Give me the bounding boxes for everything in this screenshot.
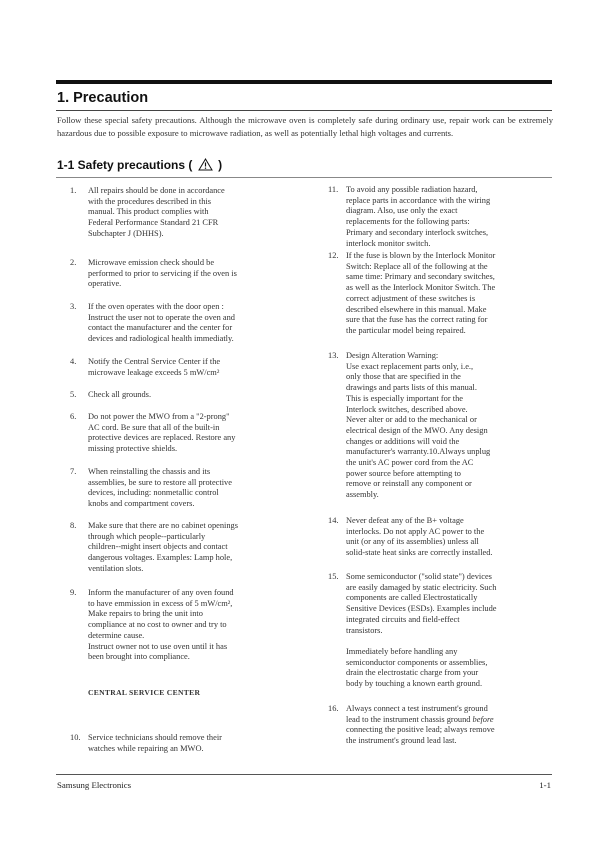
subsection-divider <box>56 177 552 178</box>
item-number: 5. <box>70 390 77 399</box>
item-text <box>346 704 495 747</box>
item-text: Make sure that there are no cabinet openings through which people--particularly children--might insert objects and contact dangerous voltages. Examples: Lamp hole, ventilation slots. <box>88 521 238 573</box>
list-item <box>70 357 220 378</box>
item-number: 13. <box>328 351 339 360</box>
item-text: Do not power the MWO from a "2-prong" AC cord. Be sure that all of the built-in protective devices are replaced. Restore any missing protective shields. <box>88 412 236 454</box>
item-number: 3. <box>70 302 77 311</box>
list-item <box>70 467 232 510</box>
item-text-part: connecting the positive lead; always remove the instrument's ground lead last. <box>346 725 495 746</box>
list-item <box>328 185 490 249</box>
subsection-suffix: ) <box>218 158 223 172</box>
list-item <box>328 516 493 559</box>
item-text: If the fuse is blown by the Interlock Monitor Switch: Replace all of the following at the same time: Primary and secondary switches, as well as the Interlock Monitor Switch. The correct adjustment of these switches is described elsewhere in this manual. Make sure that the fuse has the correct rating for the particular model being repaired. <box>346 251 496 335</box>
item-text: Notify the Central Service Center if the microwave leakage exceeds 5 mW/cm² <box>88 357 221 377</box>
list-item <box>70 412 235 455</box>
top-rule <box>56 80 552 84</box>
item-text-part: Always connect a test instrument's ground lead to the instrument chassis ground <box>346 704 488 724</box>
item-text-emphasis: before <box>472 714 494 724</box>
footer-divider <box>56 774 552 775</box>
list-item <box>70 258 237 290</box>
item-number: 8. <box>70 521 77 530</box>
list-item <box>70 733 222 754</box>
item-number: 2. <box>70 258 77 267</box>
item-text: Check all grounds. <box>88 390 152 399</box>
item-number: 15. <box>328 572 339 581</box>
item-number: 1. <box>70 186 77 195</box>
list-item <box>70 186 225 240</box>
item-number: 16. <box>328 704 339 713</box>
subsection-title <box>57 158 222 172</box>
item-text: Service technicians should remove their watches while repairing an MWO. <box>88 733 222 753</box>
item-text: If the oven operates with the door open : Instruct the user not to operate the oven and contact the manufacturer and the center for devices and radiological health immediatly. <box>88 302 235 344</box>
item-number: 6. <box>70 412 77 421</box>
section-title: 1. Precaution <box>57 90 149 106</box>
page-number: 1-1 <box>539 780 551 790</box>
list-item <box>70 390 151 401</box>
footer-company: Samsung Electronics <box>57 780 132 790</box>
item-number: 11. <box>328 185 339 194</box>
item-text: Some semiconductor ("solid state") devices are easily damaged by static electricity. Such components are called Electrostatically Sensitive Devices (ESDs). Examples include integrated circuits and field-effect transistors. Immediately before handling any semiconductor components or assemblies, drain the electrostatic charge from your body by touching a known earth ground. <box>346 572 497 689</box>
item-text: When reinstalling the chassis and its assemblies, be sure to restore all protective devices, including: nonmetallic control knobs and compartment covers. <box>88 467 232 509</box>
item-text: Never defeat any of the B+ voltage interlocks. Do not apply AC power to the unit (or any of its assemblies) unless all solid-state heat sinks are correctly installed. <box>346 516 493 558</box>
list-item <box>328 572 496 690</box>
item-number: 12. <box>328 251 339 260</box>
list-item <box>70 302 235 345</box>
list-item <box>328 251 495 337</box>
list-item <box>70 588 234 663</box>
central-service-center-label: CENTRAL SERVICE CENTER <box>88 688 201 697</box>
title-divider <box>56 110 552 111</box>
list-item <box>70 521 238 575</box>
item-text: Inform the manufacturer of any oven found to have emmission in excess of 5 mW/cm², Make repairs to bring the unit into compliance at no cost to owner and try to determine cause. Instruct owner not to use oven until it has been brought into compliance. <box>88 588 234 662</box>
item-text: All repairs should be done in accordance with the procedures described in this manual. This product complies with Federal Performance Standard 21 CFR Subchapter J (DHHS). <box>88 186 225 238</box>
item-number: 7. <box>70 467 77 476</box>
item-number: 9. <box>70 588 77 597</box>
item-text: Microwave emission check should be performed to prior to servicing if the oven is operative. <box>88 258 237 289</box>
warning-triangle-icon <box>198 158 213 171</box>
item-text: Design Alteration Warning: Use exact replacement parts only, i.e., only those that are specified in the drawings and parts lists of this manual. This is especially important for the Interlock switches, described above. Never alter or add to the mechanical or electrical design of the MWO. Any design changes or additions will void the manufacturer's warranty.10.Always unplug the unit's AC power cord from the AC power source before attempting to remove or reinstall any component or assembly. <box>346 351 491 500</box>
list-item <box>328 704 495 747</box>
list-item <box>328 351 490 501</box>
subsection-prefix: 1-1 Safety precautions ( <box>57 158 193 172</box>
intro-paragraph: Follow these special safety precautions. Although the microwave oven is completely safe during ordinary use, repair work can be extremely hazardous due to possible exposure to microwave radiation, as well as potentially lethal high voltages and currents. <box>57 115 553 138</box>
item-number: 4. <box>70 357 77 366</box>
item-number: 10. <box>70 733 81 742</box>
item-text: To avoid any possible radiation hazard, replace parts in accordance with the wiring diagram. Also, use only the exact replacements for the following parts: Primary and secondary interlock switches, interlock monitor switch. <box>346 185 491 248</box>
item-number: 14. <box>328 516 339 525</box>
